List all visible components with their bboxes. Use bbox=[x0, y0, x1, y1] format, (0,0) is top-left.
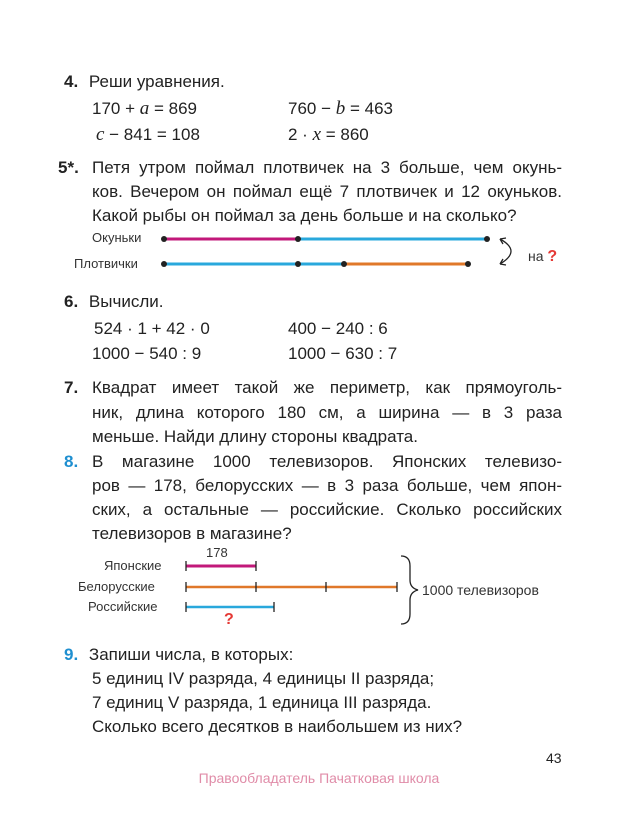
task9-line-2: 5 единиц IV разряда, 4 единицы II разряда; bbox=[92, 669, 435, 688]
point bbox=[295, 261, 301, 267]
task5-number: 5*. bbox=[58, 158, 79, 177]
equation-2: 760 − b = 463 bbox=[288, 98, 393, 119]
label-perch: Окуньки bbox=[92, 230, 142, 245]
point bbox=[295, 236, 301, 242]
label-roach: Плотвички bbox=[74, 256, 138, 271]
task-number: 4. bbox=[64, 72, 79, 91]
total-label: 1000 телевизоров bbox=[422, 582, 539, 598]
task-title: Реши уравнения. bbox=[88, 72, 225, 91]
expression-3: 1000 − 540 : 9 bbox=[92, 344, 202, 363]
task8-line-3: ских, а остальные — российские. Сколько российских bbox=[92, 500, 562, 519]
task7-line-1: Квадрат имеет такой же периметр, как прямоуголь- bbox=[92, 378, 562, 397]
equation-3: c − 841 = 108 bbox=[96, 124, 200, 145]
question-mark: ? bbox=[224, 611, 234, 628]
expression-2: 400 − 240 : 6 bbox=[288, 319, 388, 338]
task5-line-2: ков. Вечером он поймал ещё 7 плотвичек и 12 окуньков. bbox=[92, 182, 562, 201]
point bbox=[341, 261, 347, 267]
task7-line-2: ник, длина которого 180 см, а ширина — в 3 раза bbox=[92, 403, 562, 422]
task8-line-1: В магазине 1000 телевизоров. Японских телевизо- bbox=[92, 452, 562, 471]
task8-number: 8. bbox=[64, 452, 79, 471]
task9: 9. Запиши числа, в которых: bbox=[64, 645, 294, 664]
task7-line-3: меньше. Найди длину стороны квадрата. bbox=[92, 427, 418, 446]
equation-4: 2 · x = 860 bbox=[288, 124, 369, 145]
task9-line-3: 7 единиц V разряда, 1 единица III разряда. bbox=[92, 693, 432, 712]
expression-1: 524 · 1 + 42 · 0 bbox=[94, 319, 210, 338]
task8-line-4: телевизоров в магазине? bbox=[92, 524, 292, 543]
point bbox=[161, 236, 167, 242]
belarusian-segment bbox=[186, 582, 397, 592]
task9-line-4: Сколько всего десятков в наибольшем из них? bbox=[92, 717, 463, 736]
total-brace bbox=[401, 556, 418, 624]
label-japanese: Японские bbox=[104, 558, 162, 573]
footer: Правообладатель Пачатковая школа bbox=[198, 770, 440, 786]
equation-1: 170 + a = 869 bbox=[92, 98, 197, 119]
perch-segment-diagram bbox=[161, 236, 490, 242]
label-russian: Российские bbox=[88, 599, 158, 614]
japanese-segment bbox=[186, 561, 256, 571]
value-japanese: 178 bbox=[206, 545, 228, 560]
na-label: на ? bbox=[528, 248, 558, 265]
label-belarusian: Белорусские bbox=[78, 579, 155, 594]
task7-number: 7. bbox=[64, 378, 79, 397]
point bbox=[161, 261, 167, 267]
expression-4: 1000 − 630 : 7 bbox=[288, 344, 398, 363]
page-number: 43 bbox=[546, 750, 562, 766]
task6: 6. Вычисли. bbox=[64, 292, 164, 311]
task5-line-1: Петя утром поймал плотвичек на 3 больше, чем окунь- bbox=[92, 158, 562, 177]
task8-line-2: ров — 178, белорусских — в 3 раза больше, чем япон- bbox=[92, 476, 562, 495]
roach-segment-diagram bbox=[161, 261, 471, 267]
task5-line-3: Какой рыбы он поймал за день больше и на сколько? bbox=[92, 206, 517, 225]
point bbox=[484, 236, 490, 242]
difference-arrow bbox=[500, 238, 511, 265]
point bbox=[465, 261, 471, 267]
